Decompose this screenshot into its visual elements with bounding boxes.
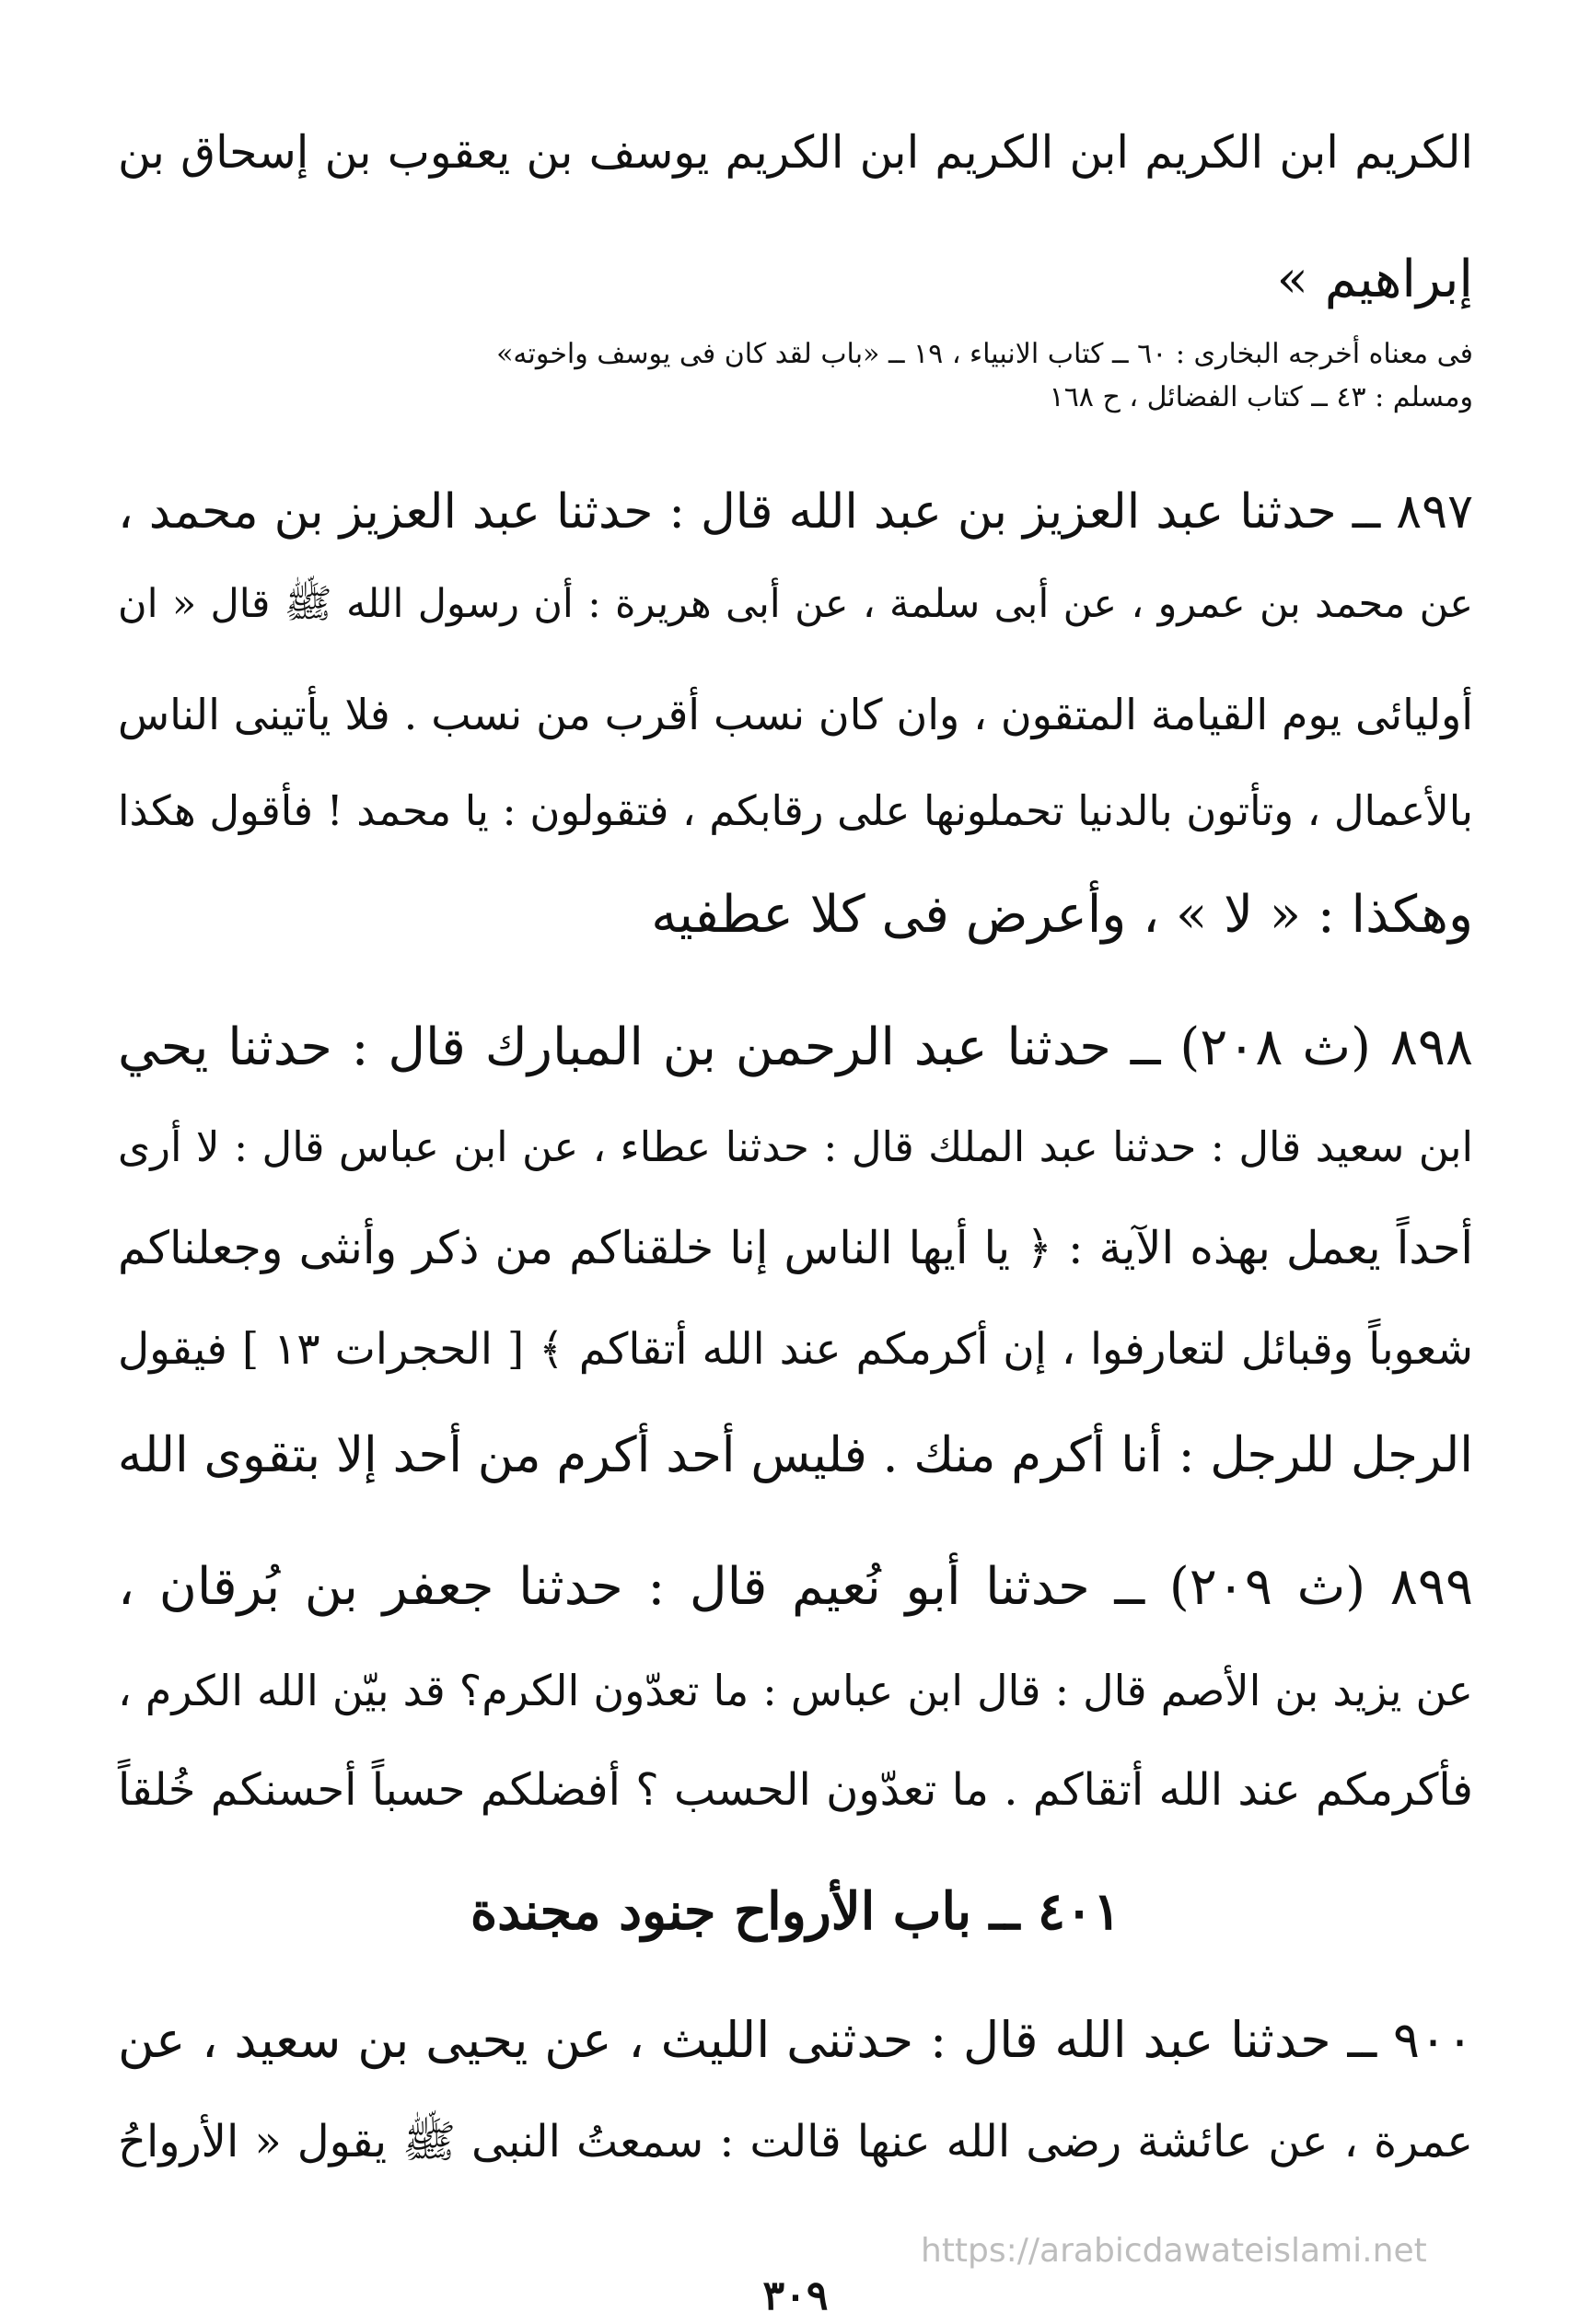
hadith-900-line: ٩٠٠ ــ حدثنا عبد الله قال : حدثنى الليث ، عن يحيى بن سعيد ، عن: [118, 2011, 1473, 2069]
hadith-897-line: بالأعمال ، وتأتون بالدنيا تحملونها على رقابكم ، فتقولون : يا محمد ! فأقول هكذا: [118, 786, 1473, 835]
hadith-898-line: ٨٩٨ (ث ٢٠٨) ــ حدثنا عبد الرحمن بن المبارك قال : حدثنا يحي: [118, 1017, 1473, 1077]
chapter-heading: ٤٠١ ــ باب الأرواح جنود مجندة: [470, 1881, 1121, 1942]
hadith-897-line: عن محمد بن عمرو ، عن أبى سلمة ، عن أبى هريرة : أن رسول الله ﷺ قال « ان: [118, 581, 1473, 627]
footnote-line: فى معناه أخرجه البخارى : ٦٠ ــ كتاب الانبياء ، ١٩ ــ «باب لقد كان فى يوسف واخوته»: [496, 338, 1473, 370]
hadith-898-line: شعوباً وقبائل لتعارفوا ، إن أكرمكم عند الله أتقاكم ﴾ [ الحجرات ١٣ ] فيقول: [118, 1324, 1473, 1375]
hadith-897-line: وهكذا : « لا » ، وأعرض فى كلا عطفيه: [651, 885, 1473, 945]
hadith-898-line: أحداً يعمل بهذه الآية : ﴿ يا أيها الناس إنا خلقناكم من ذكر وأنثى وجعلناكم: [118, 1222, 1473, 1274]
hadith-899-line: ٨٩٩ (ث ٢٠٩) ــ حدثنا أبو نُعيم قال : حدثنا جعفر بن بُرقان ،: [118, 1557, 1474, 1617]
footnote-line: ومسلم : ٤٣ ــ كتاب الفضائل ، ح ١٦٨: [1049, 381, 1473, 413]
text-line: إبراهيم »: [1276, 250, 1473, 309]
hadith-897-line: ٨٩٧ ــ حدثنا عبد العزيز بن عبد الله قال : حدثنا عبد العزيز بن محمد ،: [118, 484, 1473, 540]
hadith-898-line: ابن سعيد قال : حدثنا عبد الملك قال : حدثنا عطاء ، عن ابن عباس قال : لا أرى: [118, 1122, 1473, 1171]
hadith-899-line: فأكرمكم عند الله أتقاكم . ما تعدّون الحسب ؟ أفضلكم حسباً أحسنكم خُلقاً: [118, 1764, 1473, 1816]
hadith-899-line: عن يزيد بن الأصم قال : قال ابن عباس : ما تعدّون الكرم؟ قد بيّن الله الكرم ،: [118, 1666, 1473, 1715]
page-number: ٣٠٩: [762, 2272, 829, 2319]
hadith-897-line: أوليائى يوم القيامة المتقون ، وان كان نسب أقرب من نسب . فلا يأتينى الناس: [118, 690, 1473, 739]
hadith-898-line: الرجل للرجل : أنا أكرم منك . فليس أحد أكرم من أحد إلا بتقوى الله: [117, 1427, 1473, 1483]
watermark-url: https://arabicdawateislami.net: [921, 2232, 1427, 2270]
hadith-900-line: عمرة ، عن عائشة رضى الله عنها قالت : سمعتُ النبى ﷺ يقول « الأرواحُ: [118, 2116, 1474, 2167]
text-line: الكريم ابن الكريم ابن الكريم ابن الكريم يوسف بن يعقوب بن إسحاق بن: [118, 126, 1473, 179]
